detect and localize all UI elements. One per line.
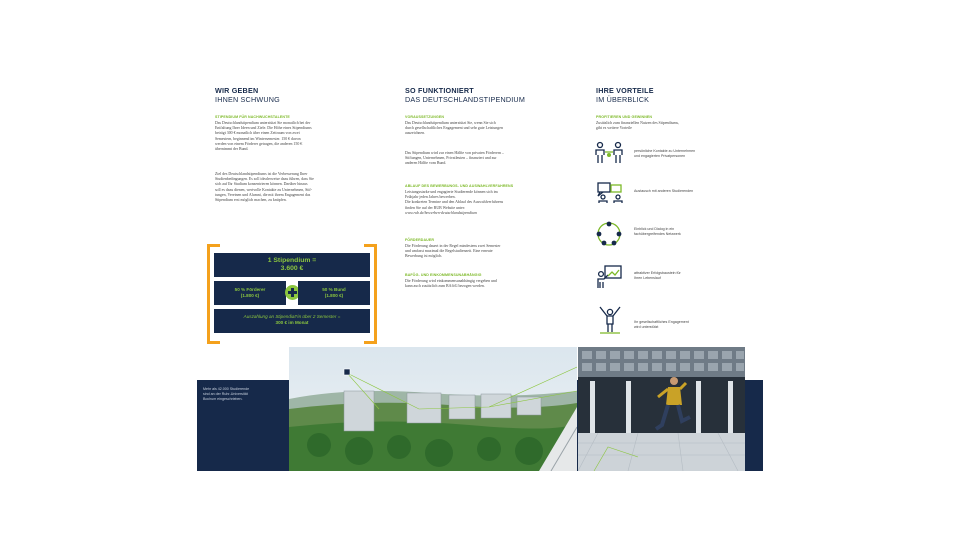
text-line: Ihr gesellschaftliches Engagement (634, 320, 689, 324)
student-photo (578, 347, 745, 471)
text-line: auszeichnen. (405, 131, 425, 136)
community-circle-icon (595, 221, 623, 247)
col1-heading-bold: WIR GEBEN (215, 86, 259, 95)
federal-share-label: 50 % Bund (322, 287, 346, 292)
text-line: Die Förderung wird einkommensunabhängig vergeben und (405, 279, 497, 283)
text-line: Stipendium erst möglich machen, zu knüpfen. (215, 198, 287, 203)
col2-section-title-requirements: VORAUSSETZUNGEN (405, 115, 445, 119)
text-line: Semestern, beginnend im Wintersemester. 150 € davon (215, 136, 301, 141)
text-line: werden von einem Förderer getragen, die anderen 150 € (215, 141, 303, 146)
col2-requirements-text (405, 121, 575, 137)
text-line: sich auf Ihr Studium konzentrieren können. Darüber hinaus (215, 182, 308, 187)
text-line: gibt es weitere Vorteile (596, 126, 632, 131)
text-line: und engagierten Privatpersonen (634, 153, 686, 158)
col3-subheading: PROFITIEREN UND GEWINNEN (596, 115, 653, 119)
text-line: Austausch mit anderen Studierenden (634, 189, 694, 193)
text-line: und umfasst maximal die Regelstudienzeit. Eine erneute (405, 249, 493, 254)
text-line: Einblick und Dialog in ein (634, 227, 675, 231)
text-line: wird unterstützt (634, 324, 659, 329)
text-line: beträgt 300 € monatlich über einen Zeitraum von zwei (215, 131, 300, 136)
col1-subheading: STIPENDIUM FÜR NACHWUCHSTALENTE (215, 115, 290, 119)
photo-caption (203, 387, 249, 401)
col2-application-text (405, 190, 580, 216)
text-line: Zusätzlich zum finanziellen Nutzen des Stipendiums, (596, 121, 679, 125)
col2-heading-light: DAS DEUTSCHLANDSTIPENDIUM (405, 95, 526, 104)
stipend-total-amount: 3.600 € (280, 265, 304, 272)
advantage-item-2 (634, 189, 693, 194)
text-line: Ziel des Deutschlandstipendiums ist die Verbesserung Ihrer (215, 172, 308, 176)
col2-bafoeg-text (405, 279, 575, 289)
text-line: fachübergreifendes Netzwerk (634, 231, 681, 236)
col3-heading-light: IM ÜBERBLICK (596, 95, 650, 104)
advantage-item-1 (634, 149, 695, 159)
col2-heading-bold: SO FUNKTIONIERT (405, 86, 474, 95)
text-line: Das Stipendium wird zur einen Hälfte von privaten Förderern – (405, 151, 504, 155)
text-line: durch gesellschaftliches Engagement und sehr gute Leistungen (405, 126, 503, 131)
sponsor-share-amount: (1.800 €) (240, 293, 260, 298)
text-line: Bochum eingeschrieben. (203, 396, 243, 401)
col2-section-title-duration: FÖRDERDAUER (405, 238, 435, 242)
federal-share-amount: (1.800 €) (324, 293, 344, 298)
advantage-item-4 (634, 271, 681, 281)
text-line: tungen, Vereinen und Alumni, die mit ihrem Engagement das (215, 192, 311, 197)
text-line: persönliche Kontakte zu Unternehmen (634, 149, 696, 153)
chat-people-icon (596, 181, 624, 203)
col3-heading-bold: IHRE VORTEILE (596, 86, 654, 95)
advantage-item-5 (634, 320, 689, 330)
col2-section-title-bafoeg: BAFÖG- UND EINKOMMENSUNABHÄNGIG (405, 273, 482, 277)
col1-paragraph-1 (215, 121, 385, 152)
sponsor-share-box (214, 281, 286, 305)
text-line: Stiftungen, Unternehmen, Privatleuten – finanziert und zur (405, 156, 497, 161)
text-line: Bewerbung ist möglich. (405, 254, 443, 259)
text-line: Mehr als 42.000 Studierende (203, 387, 250, 391)
federal-share-box (298, 281, 370, 305)
sponsor-share-label: 50 % Förderer (234, 287, 266, 292)
col1-paragraph-2 (215, 172, 385, 203)
text-line: übernimmt der Bund. (215, 147, 249, 152)
text-line: Das Deutschlandstipendium unterstützt Sie monatlich bei der (215, 121, 311, 125)
text-line: kann auch zusätzlich zum BAföG bezogen werden. (405, 284, 485, 289)
col2-section-title-application: ABLAUF DES BEWERBUNGS- UND AUSWAHLVERFAHRENS (405, 184, 514, 188)
text-line: Das Deutschlandstipendium unterstützt Sie, wenn Sie sich (405, 121, 496, 125)
text-line: Frühjahr jeden Jahres bewerben. (405, 195, 456, 200)
text-line: Ihren Lebenslauf (634, 275, 661, 280)
col2-duration-text (405, 244, 575, 260)
text-line: Leistungsstarke und engagierte Studierende können sich im (405, 190, 498, 194)
text-line: Entfaltung Ihrer Ideen und Ziele. Die Höhe eines Stipendiums (215, 126, 312, 131)
people-network-icon (594, 141, 624, 167)
stipend-total-label: 1 Stipendium = (267, 257, 317, 264)
raised-arms-icon (596, 304, 624, 334)
advantage-item-3 (634, 227, 681, 237)
col3-intro (596, 121, 766, 131)
payout-box (214, 309, 370, 333)
text-line: Die konkreten Termine und den Ablauf des Auswahlverfahrens (405, 200, 504, 205)
payout-label: Auszahlung an Stipendiat*in über 2 Semester = (243, 314, 341, 319)
presentation-icon (596, 264, 624, 290)
text-line: Die Förderung dauert in der Regel mindestens zwei Semester (405, 244, 501, 248)
col1-heading-light: IHNEN SCHWUNG (215, 95, 280, 104)
text-line: Studienbedingungen. Es soll idealerweise dazu führen, dass Sie (215, 177, 314, 182)
application-link[interactable]: www.rub.de/bewerben-deutschlandstipendium (405, 210, 477, 215)
campus-aerial-photo (289, 347, 577, 471)
col2-funding-text (405, 151, 575, 167)
text-line: sind an der Ruhr-Universität (203, 391, 248, 396)
text-line: finden Sie auf der RUB Website unter: (405, 205, 466, 210)
payout-amount: 300 € im Monat (275, 320, 309, 325)
text-line: attraktiver Erfolgsbaustein für (634, 271, 681, 275)
text-line: anderen Hälfte vom Bund. (405, 161, 447, 166)
text-line: soll es dazu dienen, wertvolle Kontakte zu Unternehmen, Stif- (215, 187, 313, 192)
stipend-total-box (214, 253, 370, 277)
